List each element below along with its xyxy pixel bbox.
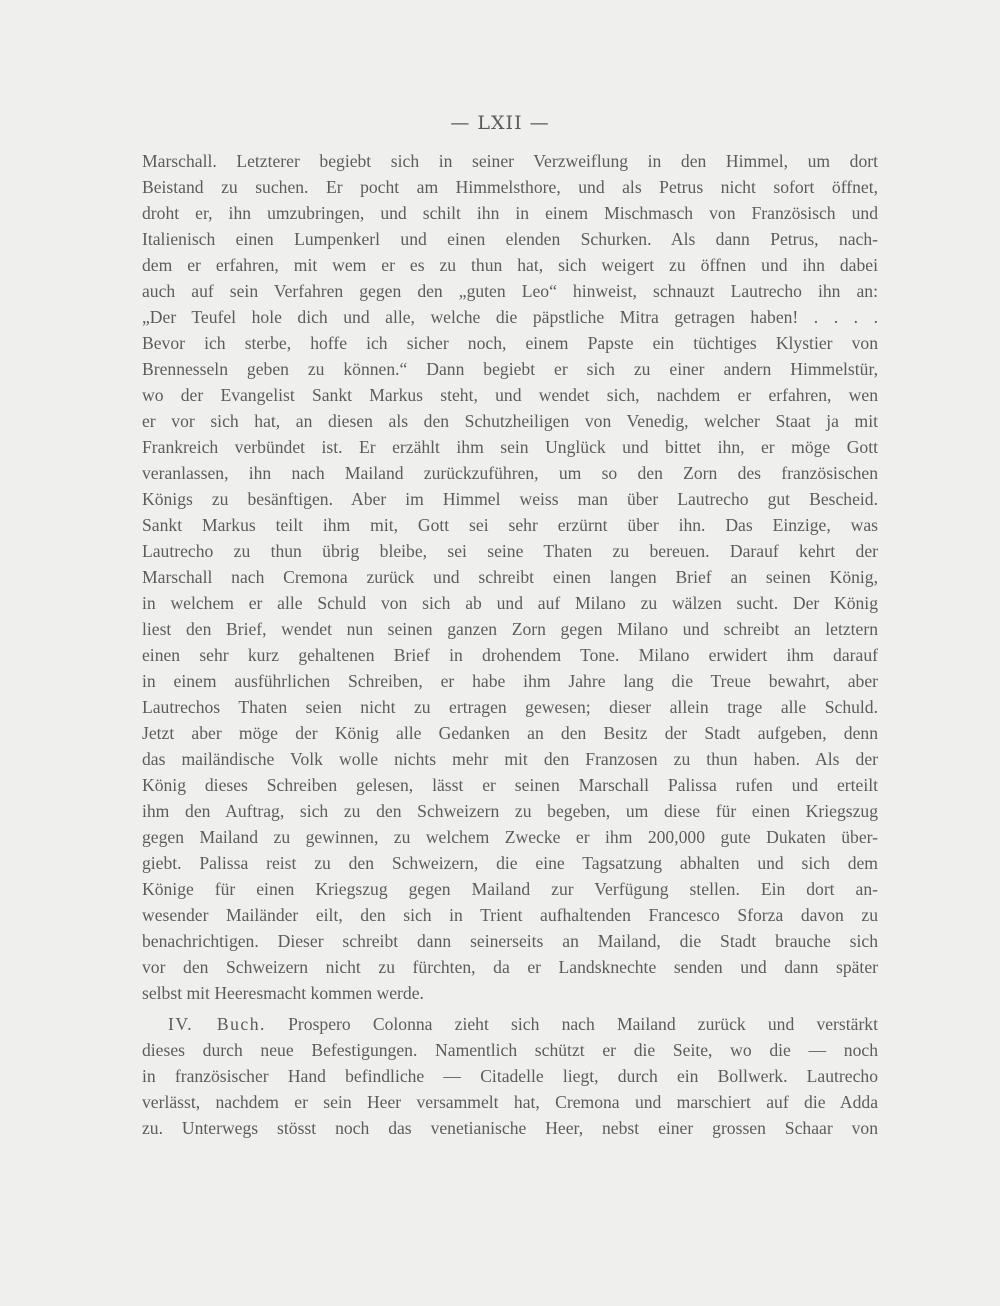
text-line: verlässt, nachdem er sein Heer versammelt hat, Cremona und marschiert auf die Adda — [142, 1092, 878, 1112]
text-line: ihm den Auftrag, sich zu den Schweizern zu begeben, um diese für einen Kriegszug — [142, 801, 878, 821]
text-line: „Der Teufel hole dich und alle, welche die päpstliche Mitra getragen haben! . . . . — [142, 307, 878, 327]
text-line: droht er, ihn umzubringen, und schilt ihn in einem Mischmasch von Französisch und — [142, 203, 878, 223]
text-line: Lautrecho zu thun übrig bleibe, sei seine Thaten zu bereuen. Darauf kehrt der — [142, 541, 878, 561]
text-line: giebt. Palissa reist zu den Schweizern, die eine Tagsatzung abhalten und sich dem — [142, 853, 878, 873]
text-line: wo der Evangelist Sankt Markus steht, und wendet sich, nachdem er erfahren, wen — [142, 385, 878, 405]
text-line: Beistand zu suchen. Er pocht am Himmelsthore, und als Petrus nicht sofort öffnet, — [142, 177, 878, 197]
text-line: Brennesseln geben zu können.“ Dann begiebt er sich zu einer andern Himmelstür, — [142, 359, 878, 379]
text-line: in französischer Hand befindliche — Citadelle liegt, durch ein Bollwerk. Lautrecho — [142, 1066, 878, 1086]
text-line: dem er erfahren, mit wem er es zu thun hat, sich weigert zu öffnen und ihn dabei — [142, 255, 878, 275]
text-line: Marschall nach Cremona zurück und schreibt einen langen Brief an seinen König, — [142, 567, 878, 587]
text-line: zu. Unterwegs stösst noch das venetianische Heer, nebst einer grossen Schaar von — [142, 1118, 878, 1138]
text-line: vor den Schweizern nicht zu fürchten, da er Landsknechte senden und dann später — [142, 957, 878, 977]
text-line: in einem ausführlichen Schreiben, er habe ihm Jahre lang die Treue bewahrt, aber — [142, 671, 878, 691]
page-number: — LXII — — [450, 112, 550, 134]
text-line: wesender Mailänder eilt, den sich in Trient aufhaltenden Francesco Sforza davon zu — [142, 905, 878, 925]
text-line: Jetzt aber möge der König alle Gedanken an den Besitz der Stadt aufgeben, denn — [142, 723, 878, 743]
text-line: auch auf sein Verfahren gegen den „guten Leo“ hinweist, schnauzt Lautrecho ihn an: — [142, 281, 878, 301]
section-heading: IV. Buch. — [168, 1014, 266, 1034]
text-line: in welchem er alle Schuld von sich ab und auf Milano zu wälzen sucht. Der König — [142, 593, 878, 613]
heading-line-rest: Prospero Colonna zieht sich nach Mailand zurück und verstärkt — [288, 1014, 878, 1034]
text-line: benachrichtigen. Dieser schreibt dann seinerseits an Mailand, die Stadt brauche sich — [142, 931, 878, 951]
text-line: dieses durch neue Befestigungen. Namentlich schützt er die Seite, wo die — noch — [142, 1040, 878, 1060]
text-line: das mailändische Volk wolle nichts mehr mit den Franzosen zu thun haben. Als der — [142, 749, 878, 769]
text-line: Königs zu besänftigen. Aber im Himmel weiss man über Lautrecho gut Bescheid. — [142, 489, 878, 509]
text-line: Marschall. Letzterer begiebt sich in seiner Verzweiflung in den Himmel, um dort — [142, 151, 878, 171]
body-text — [142, 148, 878, 1141]
text-line: König dieses Schreiben gelesen, lässt er seinen Marschall Palissa rufen und erteilt — [142, 775, 878, 795]
paragraph-1 — [142, 148, 878, 1006]
text-line: Könige für einen Kriegszug gegen Mailand zur Verfügung stellen. Ein dort an- — [142, 879, 878, 899]
text-line: Lautrechos Thaten seien nicht zu ertragen gewesen; dieser allein trage alle Schuld. — [142, 697, 878, 717]
text-line: Frankreich verbündet ist. Er erzählt ihm sein Unglück und bittet ihn, er möge Gott — [142, 437, 878, 457]
text-line: gegen Mailand zu gewinnen, zu welchem Zwecke er ihm 200,000 gute Dukaten über- — [142, 827, 878, 847]
text-line: Sankt Markus teilt ihm mit, Gott sei sehr erzürnt über ihn. Das Einzige, was — [142, 515, 878, 535]
text-line: er vor sich hat, an diesen als den Schutzheiligen von Venedig, welcher Staat ja mit — [142, 411, 878, 431]
text-line: Italienisch einen Lumpenkerl und einen elenden Schurken. Als dann Petrus, nach- — [142, 229, 878, 249]
text-line — [142, 1011, 878, 1037]
text-line: selbst mit Heeresmacht kommen werde. — [142, 983, 424, 1003]
text-line: veranlassen, ihn nach Mailand zurückzuführen, um so den Zorn des französischen — [142, 463, 878, 483]
text-line: liest den Brief, wendet nun seinen ganzen Zorn gegen Milano und schreibt an letztern — [142, 619, 878, 639]
text-line: einen sehr kurz gehaltenen Brief in drohendem Tone. Milano erwidert ihm darauf — [142, 645, 878, 665]
text-line: Bevor ich sterbe, hoffe ich sicher noch, einem Papste ein tüchtiges Klystier von — [142, 333, 878, 353]
paragraph-2 — [142, 1011, 878, 1141]
